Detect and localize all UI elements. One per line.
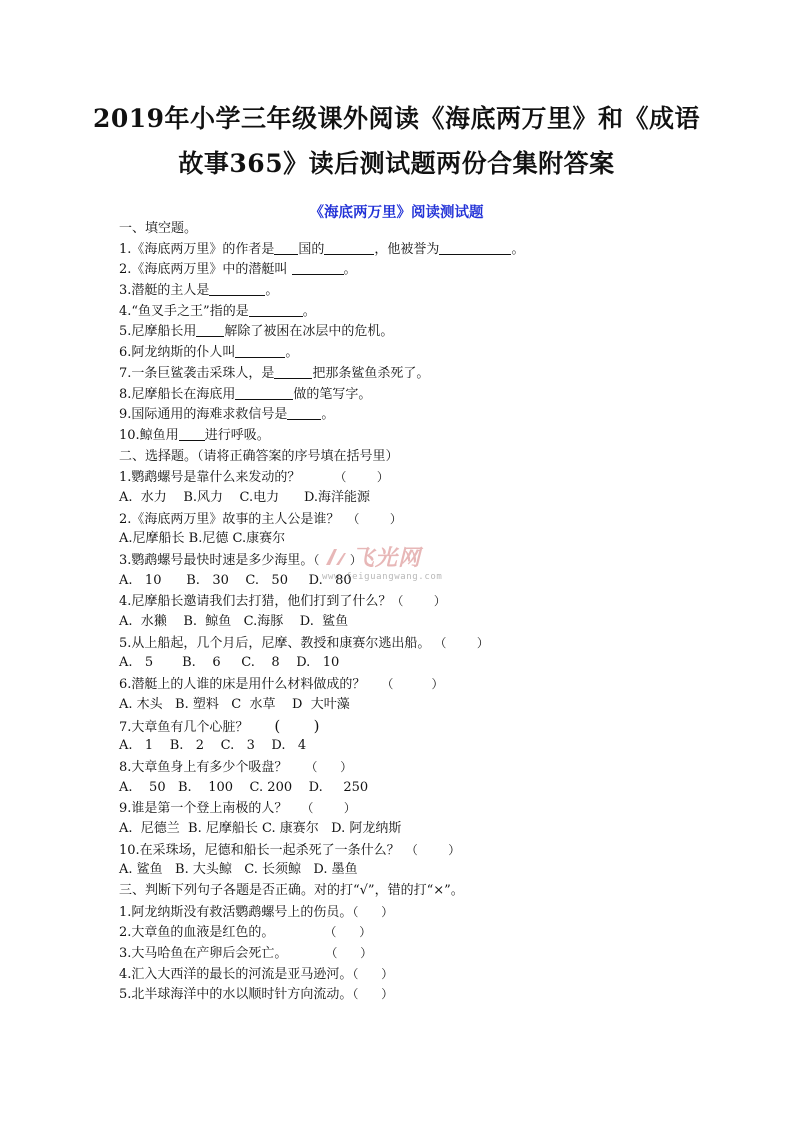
fill-question-9: 9.国际通用的海难求救信号是 。 — [119, 407, 335, 423]
answer-blank — [439, 240, 511, 255]
choice-question-3: 3.鹦鹉螺号最快时速是多少海里。（ ） — [119, 553, 362, 568]
answer-blank — [196, 322, 224, 337]
answer-blank — [274, 364, 312, 379]
answer-blank — [274, 240, 298, 255]
judge-question-2: 2.大章鱼的血液是红色的。 （ ） — [119, 925, 372, 941]
fill-question-8: 8.尼摩船长在海底用 做的笔写字。 — [119, 386, 372, 402]
choice-options-6: A. 木头 B. 塑料 C 水草 D 大叶藻 — [119, 696, 350, 712]
choice-options-5: A. 5 B. 6 C. 8 D. 10 — [119, 655, 340, 671]
choice-options-1: A. 水力 B.风力 C.电力 D.海洋能源 — [119, 489, 371, 505]
section-heading-choice: 二、选择题。（请将正确答案的序号填在括号里） — [119, 448, 399, 464]
question-list — [119, 219, 719, 1005]
choice-options-4: A. 水獭 B. 鲸鱼 C.海豚 D. 鲨鱼 — [119, 614, 349, 630]
fill-question-2: 2.《海底两万里》中的潜艇叫 。 — [119, 262, 357, 278]
fill-question-7: 7.一条巨鲨袭击采珠人，是 把那条鲨鱼杀死了。 — [119, 365, 430, 381]
choice-question-2: 2.《海底两万里》故事的主人公是谁？ （ ） — [119, 511, 402, 527]
choice-options-10: A. 鲨鱼 B. 大头鲸 C. 长须鲸 D. 墨鱼 — [119, 862, 358, 878]
choice-options-2: A.尼摩船长 B.尼德 C.康赛尔 — [119, 531, 286, 547]
fill-question-4: 4.“鱼叉手之王”指的是 。 — [119, 303, 316, 319]
fill-question-6: 6.阿龙纳斯的仆人叫 。 — [119, 345, 299, 361]
fill-question-10: 10.鲸鱼用 进行呼吸。 — [119, 427, 270, 443]
answer-blank — [235, 343, 285, 358]
judge-question-4: 4.汇入大西洋的最长的河流是亚马逊河。（ ） — [119, 966, 394, 982]
answer-blank — [209, 281, 265, 296]
fill-question-1: 1.《海底两万里》的作者是 国的 ，他被誉为 。 — [119, 241, 525, 257]
fill-question-3: 3.潜艇的主人是 。 — [119, 283, 279, 299]
watermark-text-cn: 飞光网 — [352, 546, 422, 571]
choice-question-10: 10.在采珠场，尼德和船长一起杀死了一条什么？ （ ） — [119, 842, 461, 858]
judge-question-5: 5.北半球海洋中的水以顺时针方向流动。（ ） — [119, 987, 394, 1003]
choice-options-8: A. 50 B. 100 C. 200 D. 250 — [119, 779, 369, 795]
section-heading-true-false: 三、判断下列句子各题是否正确。对的打“√”，错的打“×”。 — [119, 883, 464, 898]
document-title-line-1: 2019年小学三年级课外阅读《海底两万里》和《成语 — [92, 104, 701, 133]
choice-question-9: 9.谁是第一个登上南极的人？ （ ） — [119, 801, 356, 817]
answer-blank — [292, 260, 344, 275]
choice-options-3: A. 10 B. 30 C. 50 D. 80 — [119, 572, 352, 588]
answer-blank — [179, 426, 205, 441]
answer-blank — [235, 385, 293, 400]
section-heading-fill-blank: 一、填空题。 — [119, 221, 198, 236]
choice-question-8: 8.大章鱼身上有多少个吸盘？ （ ） — [119, 759, 353, 775]
section-subtitle: 《海底两万里》阅读测试题 — [309, 204, 484, 221]
choice-question-1: 1.鹦鹉螺号是靠什么来发动的？ （ ） — [119, 470, 389, 486]
answer-blank — [324, 240, 374, 255]
choice-question-5: 5.从上船起，几个月后，尼摩、教授和康赛尔逃出船。 （ ） — [119, 635, 489, 651]
watermark-text-en: www.feiguangwang.com — [322, 572, 443, 582]
choice-options-7: A. 1 B. 2 C. 3 D. 4 — [119, 738, 307, 754]
judge-question-1: 1.阿龙纳斯没有救活鹦鹉螺号上的伤员。（ ） — [119, 904, 394, 920]
answer-blank — [249, 302, 303, 317]
answer-blank — [287, 405, 321, 420]
choice-options-9: A. 尼德兰 B. 尼摩船长 C. 康赛尔 D. 阿龙纳斯 — [119, 820, 402, 836]
choice-question-6: 6.潜艇上的人谁的床是用什么材料做成的？ （ ） — [119, 677, 444, 693]
fill-question-5: 5.尼摩船长用 解除了被困在冰层中的危机。 — [119, 324, 394, 340]
choice-question-7: 7.大章鱼有几个心脏？ ( ) — [119, 716, 320, 735]
judge-question-3: 3.大马哈鱼在产卵后会死亡。 （ ） — [119, 946, 373, 962]
document-title-line-2: 故事365》读后测试题两份合集附答案 — [178, 149, 615, 178]
choice-question-4: 4.尼摩船长邀请我们去打猎，他们打到了什么？（ ） — [119, 594, 446, 610]
